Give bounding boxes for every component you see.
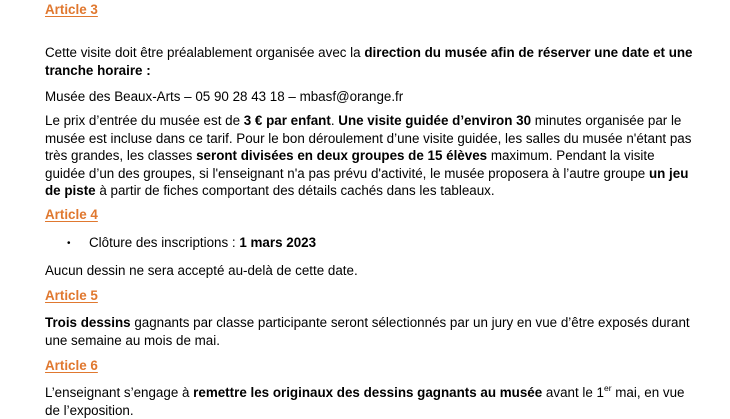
article-3-heading: Article 3	[45, 2, 98, 17]
article-4-heading: Article 4	[45, 207, 98, 222]
article-5-paragraph: Trois dessins gagnants par classe participante seront sélectionnés par un jury en vue d’être exposés durant une semaine au mois de mai.	[45, 315, 690, 348]
article-5-heading: Article 5	[45, 288, 98, 303]
bullet-icon: •	[67, 238, 71, 249]
article-3-intro: Cette visite doit être préalablement organisée avec la direction du musée afin de réserver une date et une tranche horaire :	[45, 45, 693, 78]
article-3-price-paragraph: Le prix d’entrée du musée est de 3 € par enfant. Une visite guidée d’environ 30 minutes organisée par le musée est incluse dans ce tarif. Pour le bon déroulement d’une visite guidée, les salles du musée n'étant pas très grandes, les classes seront divisées en deux groupes de 15 élèves maximum. Pendant la visite guidée d’un des groupes, si l'enseignant n'a pas prévu d'activité, le musée proposera à l’autre groupe un jeu de piste à partir de fiches comportant des détails cachés dans les tableaux.	[45, 113, 692, 198]
article-6-paragraph: L’enseignant s’engage à remettre les originaux des dessins gagnants au musée avant le 1er mai, en vue de l’exposition.	[45, 383, 685, 418]
museum-contact: Musée des Beaux-Arts – 05 90 28 43 18 – mbasf@orange.fr	[45, 89, 404, 104]
registration-deadline: Clôture des inscriptions : 1 mars 2023	[89, 235, 317, 250]
article-6-heading: Article 6	[45, 358, 98, 373]
article-4-note: Aucun dessin ne sera accepté au-delà de cette date.	[45, 263, 358, 278]
